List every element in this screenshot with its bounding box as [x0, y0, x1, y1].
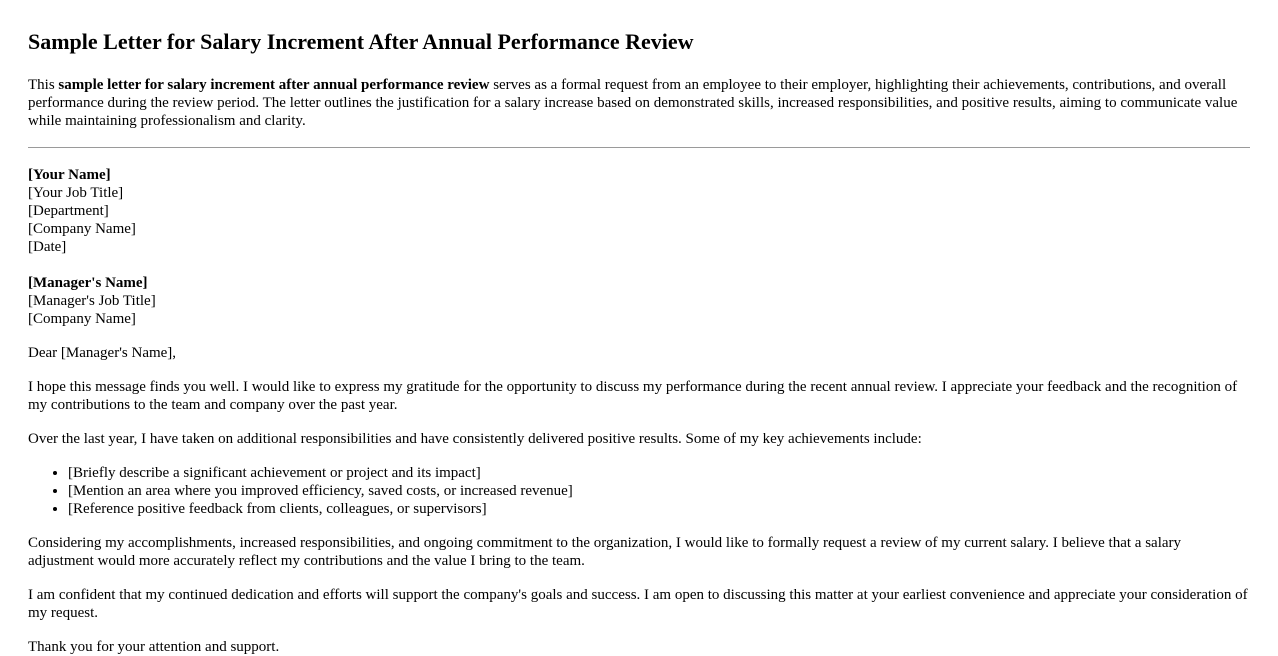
- recipient-company: [Company Name]: [28, 311, 136, 327]
- achievements-list: [28, 464, 1250, 518]
- paragraph-2: Over the last year, I have taken on additional responsibilities and have consistently delivered positive results. Some of my key achievements include:: [28, 431, 922, 447]
- intro-prefix: This: [28, 77, 59, 93]
- sender-name: [Your Name]: [28, 167, 111, 183]
- sender-department: [Department]: [28, 203, 109, 219]
- recipient-job-title: [Manager's Job Title]: [28, 293, 156, 309]
- intro-bold-phrase: sample letter for salary increment after annual performance review: [58, 77, 490, 93]
- page-title: Sample Letter for Salary Increment After Annual Performance Review: [28, 29, 694, 54]
- salutation: Dear [Manager's Name],: [28, 345, 177, 361]
- sender-date: [Date]: [28, 239, 67, 255]
- sender-block: [28, 166, 1250, 256]
- recipient-name: [Manager's Name]: [28, 275, 148, 291]
- list-item: • [Reference positive feedback from clients, colleagues, or supervisors]: [68, 500, 1250, 518]
- paragraph-1: I hope this message finds you well. I would like to express my gratitude for the opportunity to discuss my performance during the recent annual review. I appreciate your feedback and the recognition of my contributions to the team and company over the past year.: [28, 379, 1238, 413]
- paragraph-3: Considering my accomplishments, increased responsibilities, and ongoing commitment to the organization, I would like to formally request a review of my current salary. I believe that a salary adjustment would more accurately reflect my contributions and the value I bring to the team.: [28, 535, 1182, 569]
- paragraph-5: Thank you for your attention and support.: [28, 639, 280, 655]
- list-item: • [Mention an area where you improved efficiency, saved costs, or increased revenue]: [68, 482, 1250, 500]
- intro-suffix: serves as a formal request from an employee to their employer, highlighting their achievements, contributions, and overall performance during the review period. The letter outlines the justification for a salary increase based on demonstrated skills, increased responsibilities, and positive results, aiming to communicate value while maintaining professionalism and clarity.: [28, 77, 1238, 129]
- paragraph-4: I am confident that my continued dedication and efforts will support the company's goals and success. I am open to discussing this matter at your earliest convenience and appreciate your consideration of my request.: [28, 587, 1248, 621]
- sender-company: [Company Name]: [28, 221, 136, 237]
- list-item: • [Briefly describe a significant achievement or project and its impact]: [68, 464, 1250, 482]
- intro-paragraph: [28, 76, 1250, 130]
- recipient-block: [28, 274, 1250, 328]
- sender-job-title: [Your Job Title]: [28, 185, 124, 201]
- divider: [28, 147, 1250, 148]
